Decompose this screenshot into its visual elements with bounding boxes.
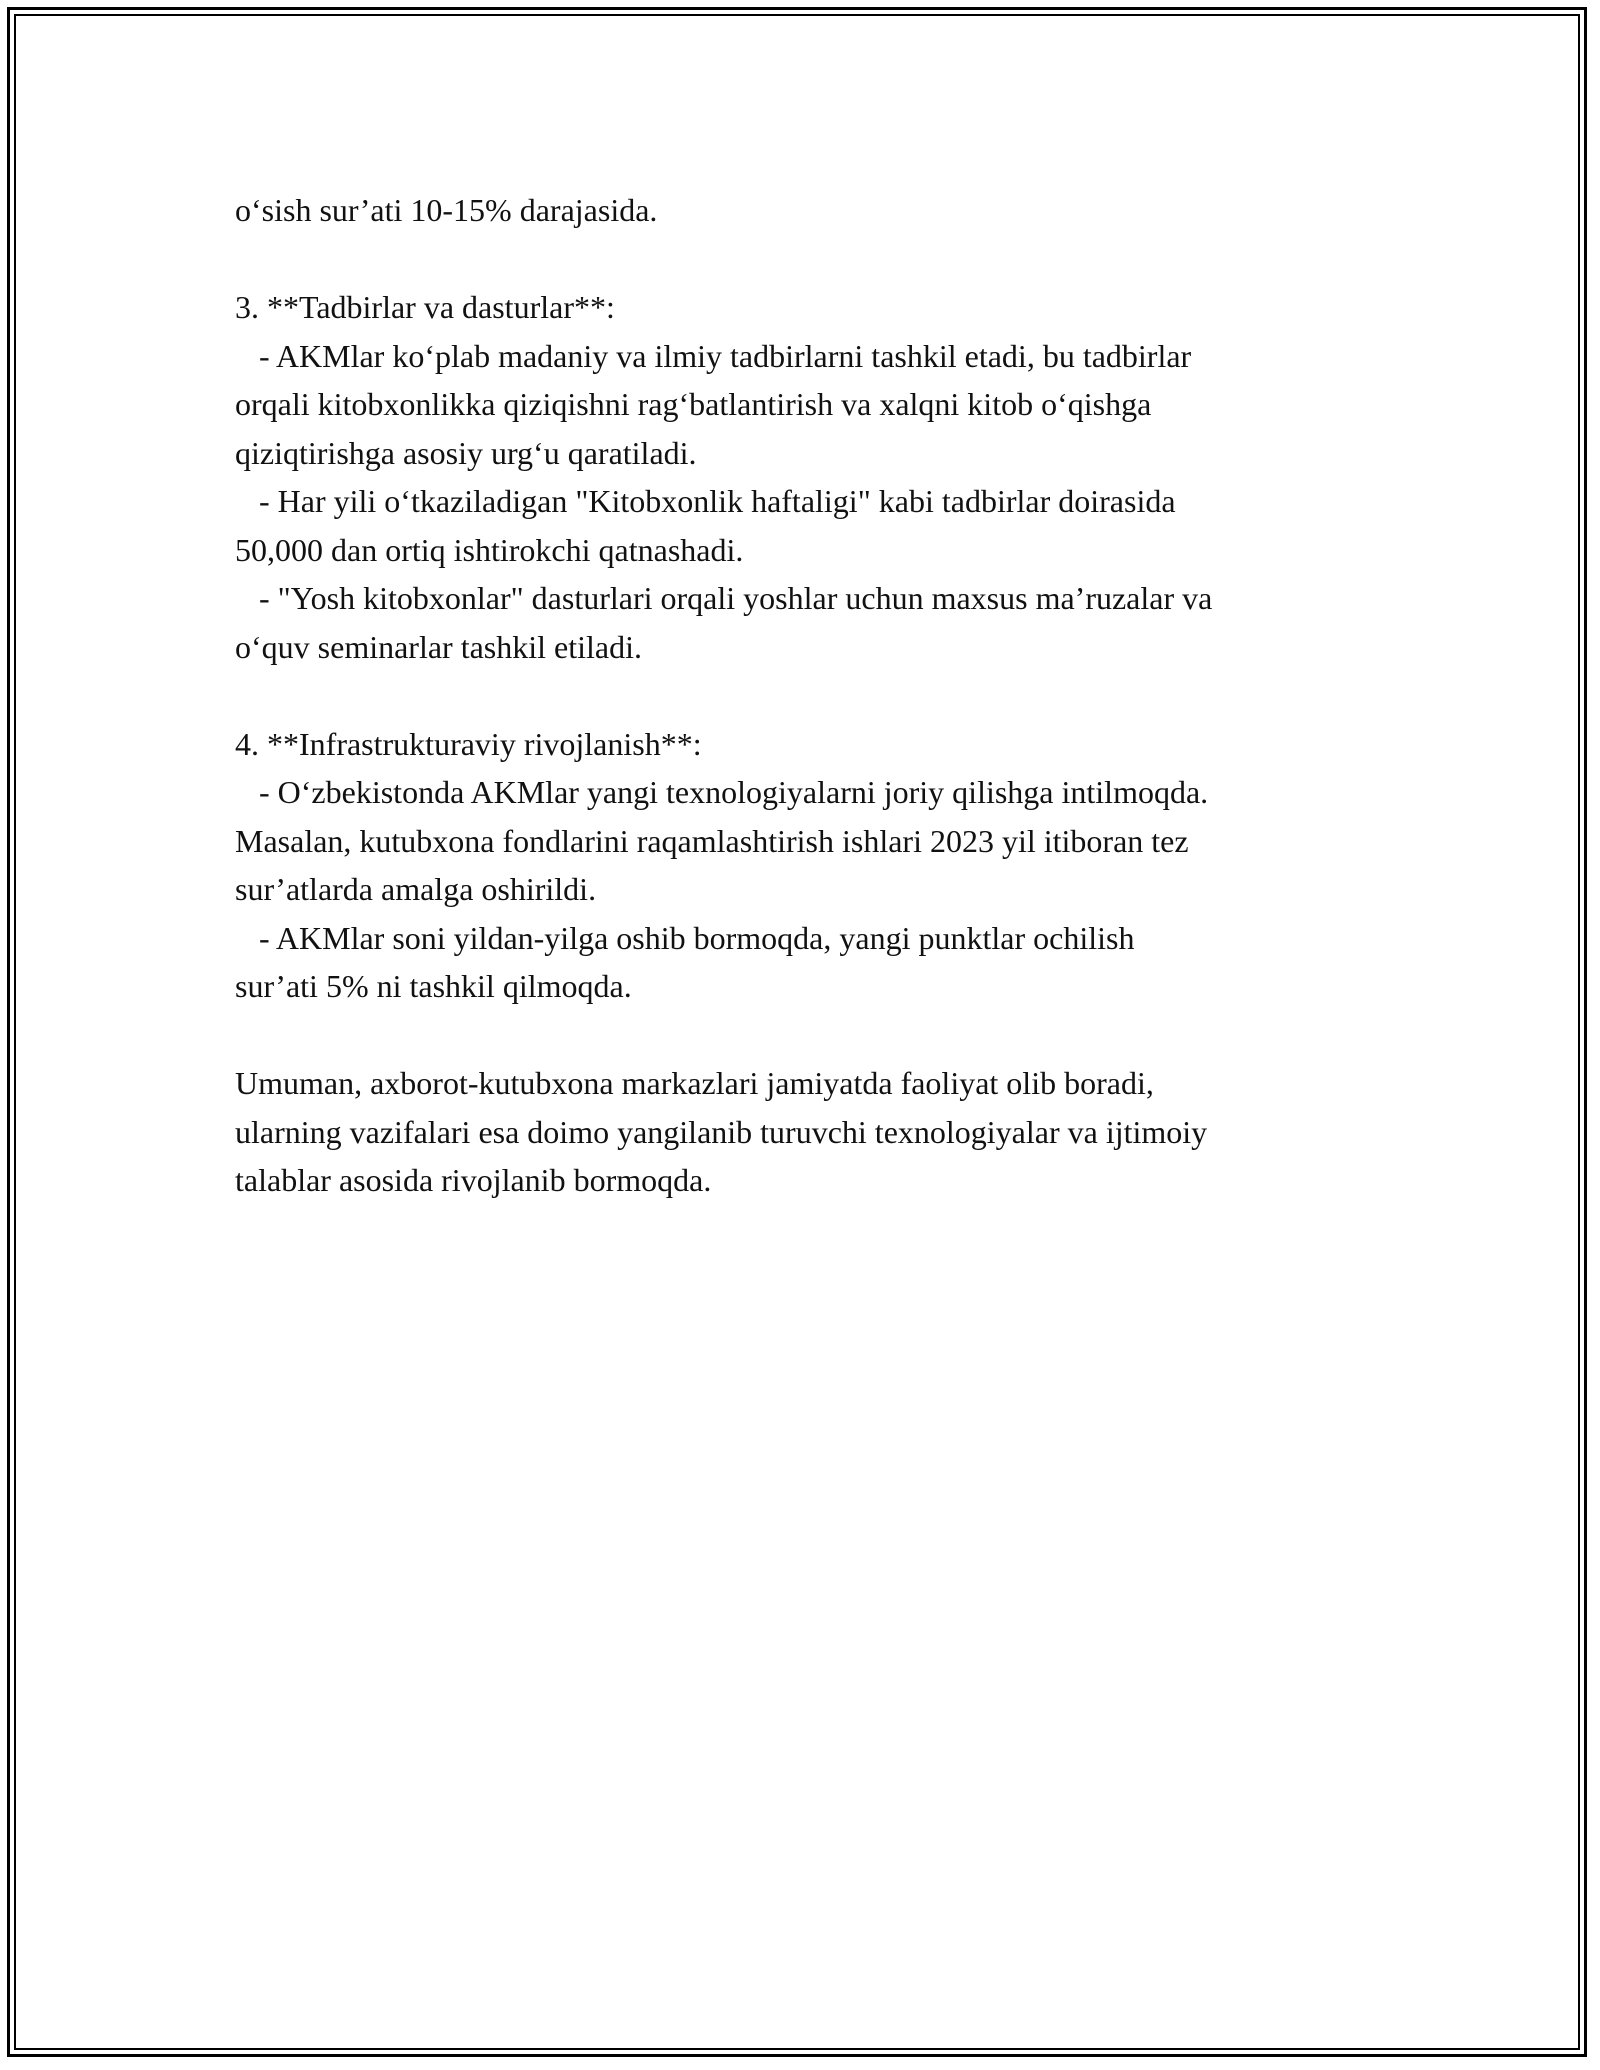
paragraph-spacer	[235, 1011, 1415, 1060]
text-line: - Har yili o‘tkaziladigan "Kitobxonlik haftaligi" kabi tadbirlar doirasida	[235, 483, 1176, 519]
text-line: sur’atlarda amalga oshirildi.	[235, 871, 597, 907]
text-line: sur’ati 5% ni tashkil qilmoqda.	[235, 968, 632, 1004]
text-line: ularning vazifalari esa doimo yangilanib turuvchi texnologiyalar va ijtimoiy	[235, 1113, 1208, 1150]
text-line: qiziqtirishga asosiy urg‘u qaratiladi.	[235, 434, 697, 471]
text-line: talablar asosida rivojlanib bormoqda.	[235, 1162, 712, 1198]
text-line: o‘quv seminarlar tashkil etiladi.	[235, 628, 642, 665]
document-body	[235, 186, 1415, 1205]
text-line: - AKMlar soni yildan-yilga oshib bormoqda, yangi punktlar ochilish	[235, 919, 1135, 956]
paragraph-intro-tail	[235, 186, 1415, 235]
paragraph-section-3	[235, 283, 1415, 671]
text-line: o‘sish sur’ati 10-15% darajasida.	[235, 192, 658, 228]
section-heading: 4. **Infrastrukturaviy rivojlanish**:	[235, 725, 702, 762]
paragraph-section-4	[235, 720, 1415, 1011]
section-heading: 3. **Tadbirlar va dasturlar**:	[235, 289, 615, 325]
text-line: - AKMlar ko‘plab madaniy va ilmiy tadbirlarni tashkil etadi, bu tadbirlar	[235, 337, 1192, 374]
text-line: Masalan, kutubxona fondlarini raqamlashtirish ishlari 2023 yil itiboran tez	[235, 822, 1189, 859]
paragraph-spacer	[235, 235, 1415, 284]
paragraph-conclusion	[235, 1059, 1415, 1205]
text-line: - O‘zbekistonda AKMlar yangi texnologiyalarni joriy qilishga intilmoqda.	[235, 774, 1209, 810]
text-line: Umuman, axborot-kutubxona markazlari jamiyatda faoliyat olib boradi,	[235, 1065, 1154, 1101]
text-line: 50,000 dan ortiq ishtirokchi qatnashadi.	[235, 531, 744, 568]
text-line: orqali kitobxonlikka qiziqishni rag‘batlantirish va xalqni kitob o‘qishga	[235, 386, 1152, 422]
text-line: - "Yosh kitobxonlar" dasturlari orqali yoshlar uchun maxsus ma’ruzalar va	[235, 580, 1213, 616]
paragraph-spacer	[235, 671, 1415, 720]
